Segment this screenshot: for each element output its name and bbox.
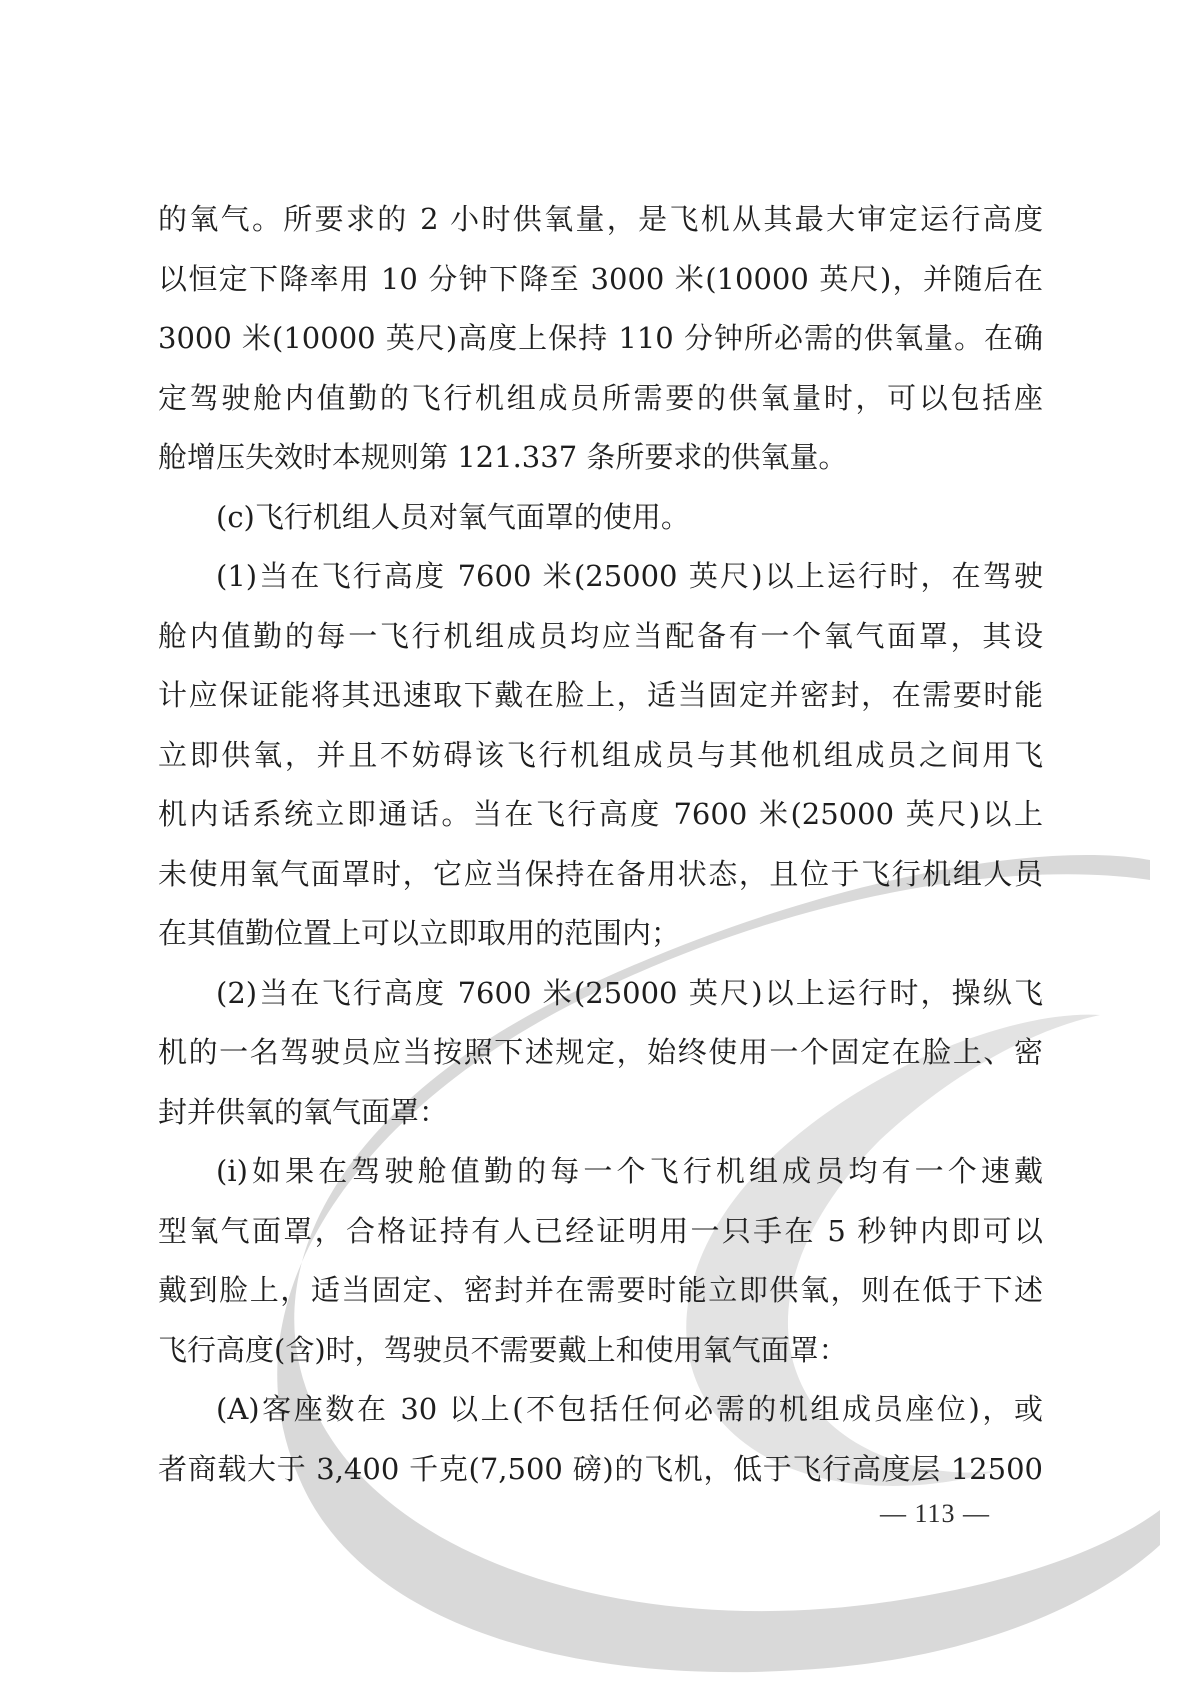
paragraph <box>158 547 1043 964</box>
text-line: 机的一名驾驶员应当按照下述规定，始终使用一个固定在脸上、密 <box>158 1035 1043 1069</box>
text-line: 机内话系统立即通话。当在飞行高度 7600 米(25000 英尺)以上 <box>158 797 1043 831</box>
text-line: 未使用氧气面罩时，它应当保持在备用状态，且位于飞行机组人员 <box>158 856 1043 891</box>
text-line: 计应保证能将其迅速取下戴在脸上，适当固定并密封，在需要时能 <box>158 678 1043 712</box>
paragraph <box>158 488 1043 548</box>
paragraph <box>158 1380 1043 1499</box>
text-line: 舱内值勤的每一飞行机组成员均应当配备有一个氧气面罩，其设 <box>158 618 1043 653</box>
text-line: 飞行高度(含)时，驾驶员不需要戴上和使用氧气面罩： <box>158 1332 848 1367</box>
text-line: 立即供氧，并且不妨碍该飞行机组成员与其他机组成员之间用飞 <box>158 737 1043 772</box>
text-line: 者商载大于 3,400 千克(7,500 磅)的飞机，低于飞行高度层 12500 <box>158 1451 1043 1486</box>
text-line: 戴到脸上，适当固定、密封并在需要时能立即供氧，则在低于下述 <box>158 1273 1043 1307</box>
text-line: (i)如果在驾驶舱值勤的每一个飞行机组成员均有一个速戴 <box>216 1154 1043 1188</box>
page-body <box>158 190 1043 1499</box>
text-line: (c)飞行机组人员对氧气面罩的使用。 <box>216 499 690 534</box>
text-line: (A)客座数在 30 以上(不包括任何必需的机组成员座位)，或 <box>216 1392 1043 1426</box>
text-line: (1)当在飞行高度 7600 米(25000 英尺)以上运行时，在驾驶 <box>216 559 1043 593</box>
paragraph <box>158 964 1043 1143</box>
paragraph <box>158 1142 1043 1380</box>
text-line: 在其值勤位置上可以立即取用的范围内； <box>158 916 681 950</box>
text-line: 的氧气。所要求的 2 小时供氧量，是飞机从其最大审定运行高度 <box>158 202 1043 236</box>
text-line: (2)当在飞行高度 7600 米(25000 英尺)以上运行时，操纵飞 <box>216 975 1043 1010</box>
text-line: 3000 米(10000 英尺)高度上保持 110 分钟所必需的供氧量。在确 <box>158 321 1043 355</box>
text-line: 定驾驶舱内值勤的飞行机组成员所需要的供氧量时，可以包括座 <box>158 380 1043 415</box>
text-line: 型氧气面罩，合格证持有人已经证明用一只手在 5 秒钟内即可以 <box>158 1213 1043 1248</box>
paragraph <box>158 190 1043 488</box>
text-line: 以恒定下降率用 10 分钟下降至 3000 米(10000 英尺)，并随后在 <box>158 261 1043 296</box>
text-line: 封并供氧的氧气面罩： <box>158 1094 449 1129</box>
page-number: — 113 — <box>880 1499 991 1528</box>
text-line: 舱增压失效时本规则第 121.337 条所要求的供氧量。 <box>158 440 848 474</box>
